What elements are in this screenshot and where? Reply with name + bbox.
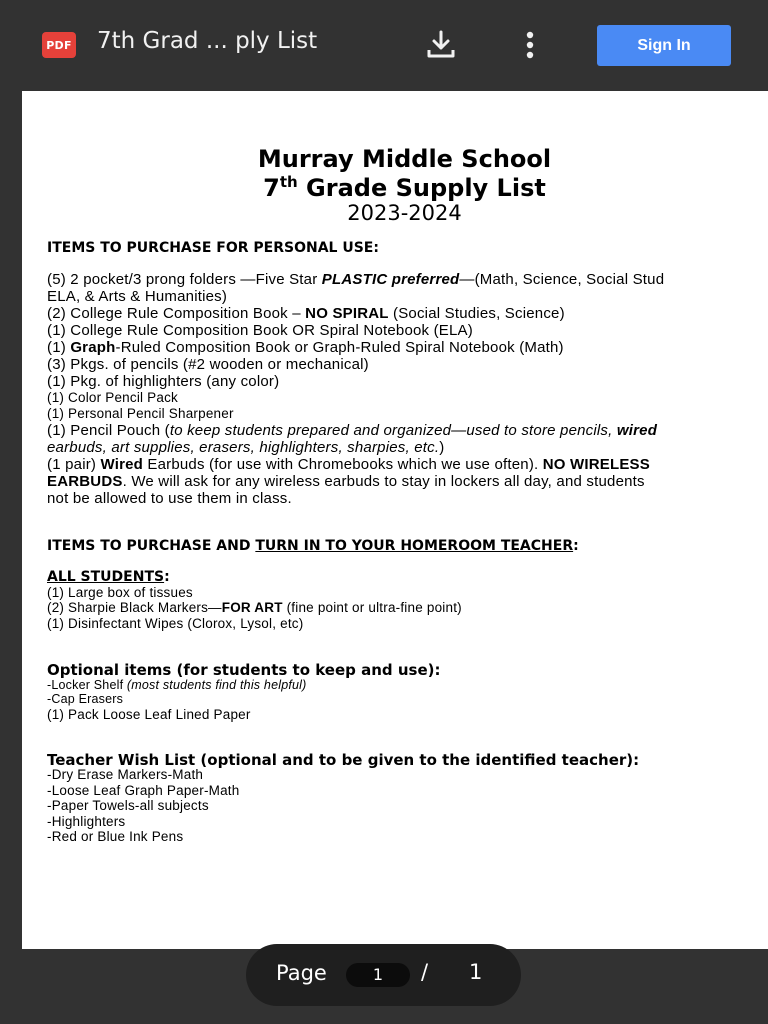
all-students-heading [47,569,170,585]
item-emphasis: FOR ART [221,600,283,615]
list-item: -Loose Leaf Graph Paper-Math [47,783,240,798]
list-item: (1) Disinfectant Wipes (Clorox, Lysol, etc) [47,616,304,631]
item-text: (1 pair) [47,456,101,473]
page-number-input[interactable]: 1 [346,963,410,987]
list-item: ELA, & Arts & Humanities) [47,288,228,305]
section-underlined: TURN IN TO YOUR HOMEROOM TEACHER [255,538,574,554]
list-item: (1) Color Pencil Pack [47,390,178,405]
item-italic: (most students find this helpful) [126,678,307,692]
pdf-file-icon: PDF [42,32,76,58]
sign-in-button[interactable]: Sign In [597,25,731,66]
section-text: ITEMS TO PURCHASE AND [47,538,256,554]
page-separator: / [421,960,429,984]
item-emphasis: NO WIRELESS [542,456,650,473]
section-personal-title: ITEMS TO PURCHASE FOR PERSONAL USE: [47,240,379,256]
page-label: Page [276,961,327,985]
list-item: not be allowed to use them in class. [47,490,292,507]
item-italic: earbuds, art supplies, erasers, highlighters, sharpies, etc. [47,439,440,456]
all-students-label: ALL STUDENTS [47,569,165,585]
list-item: (1) College Rule Composition Book OR Spiral Notebook (ELA) [47,322,473,339]
list-item: -Highlighters [47,814,126,829]
grade-superscript: th [279,173,298,191]
grade-heading [22,173,768,202]
page-total: 1 [469,960,483,984]
page-indicator [246,944,521,1006]
grade-suffix: Grade Supply List [297,174,546,202]
colon: : [164,569,170,585]
item-emphasis: wired [616,422,658,439]
section-homeroom-title [47,538,579,554]
item-emphasis: EARBUDS [47,473,123,490]
item-text: (1) Pencil Pouch ( [47,422,170,439]
download-icon [424,28,458,62]
list-item: (1) Pkg. of highlighters (any color) [47,373,280,390]
item-text: (2) Sharpie Black Markers— [47,600,222,615]
item-text: -Ruled Composition Book or Graph-Ruled Spiral Notebook (Math) [115,339,564,356]
item-text: . We will ask for any wireless earbuds to stay in lockers all day, and students [122,473,645,490]
list-item [47,678,307,692]
section-text: : [573,538,579,554]
teacher-wish-list-title: Teacher Wish List (optional and to be given to the identified teacher): [47,751,640,769]
list-item [47,271,664,288]
list-item [47,422,657,439]
list-item: (1) Personal Pencil Sharpener [47,406,234,421]
list-item: -Cap Erasers [47,692,124,706]
item-text: Earbuds (for use with Chromebooks which we use often). [143,456,543,473]
item-emphasis: Wired [100,456,144,473]
list-item: -Red or Blue Ink Pens [47,829,184,844]
list-item: -Paper Towels-all subjects [47,798,209,813]
item-text: (fine point or ultra-fine point) [282,600,462,615]
pdf-page [22,91,768,949]
list-item: (1) Large box of tissues [47,585,193,600]
list-item: (1) Pack Loose Leaf Lined Paper [47,707,251,722]
school-heading: Murray Middle School [257,145,552,173]
grade-number: 7 [263,174,280,202]
school-year: 2023-2024 [347,201,462,225]
document-title: 7th Grad ... ply List [97,28,318,54]
list-item: -Dry Erase Markers-Math [47,767,204,782]
list-item [47,473,645,490]
optional-items-title: Optional items (for students to keep and use): [47,661,441,679]
list-item: (3) Pkgs. of pencils (#2 wooden or mechanical) [47,356,369,373]
item-text: (Social Studies, Science) [388,305,565,322]
download-button[interactable] [424,28,458,62]
list-item [47,600,462,615]
item-text: -Locker Shelf [47,678,127,692]
item-emphasis: Graph [70,339,116,356]
item-text: (5) 2 pocket/3 prong folders —Five Star [47,271,322,288]
item-emphasis: PLASTIC preferred [321,271,460,288]
list-item [47,339,564,356]
toolbar [0,0,768,90]
item-text: (2) College Rule Composition Book – [47,305,306,322]
item-text: —(Math, Science, Social Stud [459,271,665,288]
item-text: (1) [47,339,71,356]
more-vert-icon [518,28,542,62]
item-text: ) [439,439,445,456]
item-emphasis: NO SPIRAL [305,305,389,322]
list-item [47,456,650,473]
item-italic: to keep students prepared and organized—used to store pencils, [169,422,617,439]
list-item [47,305,565,322]
more-options-button[interactable] [518,28,542,62]
list-item [47,439,444,456]
